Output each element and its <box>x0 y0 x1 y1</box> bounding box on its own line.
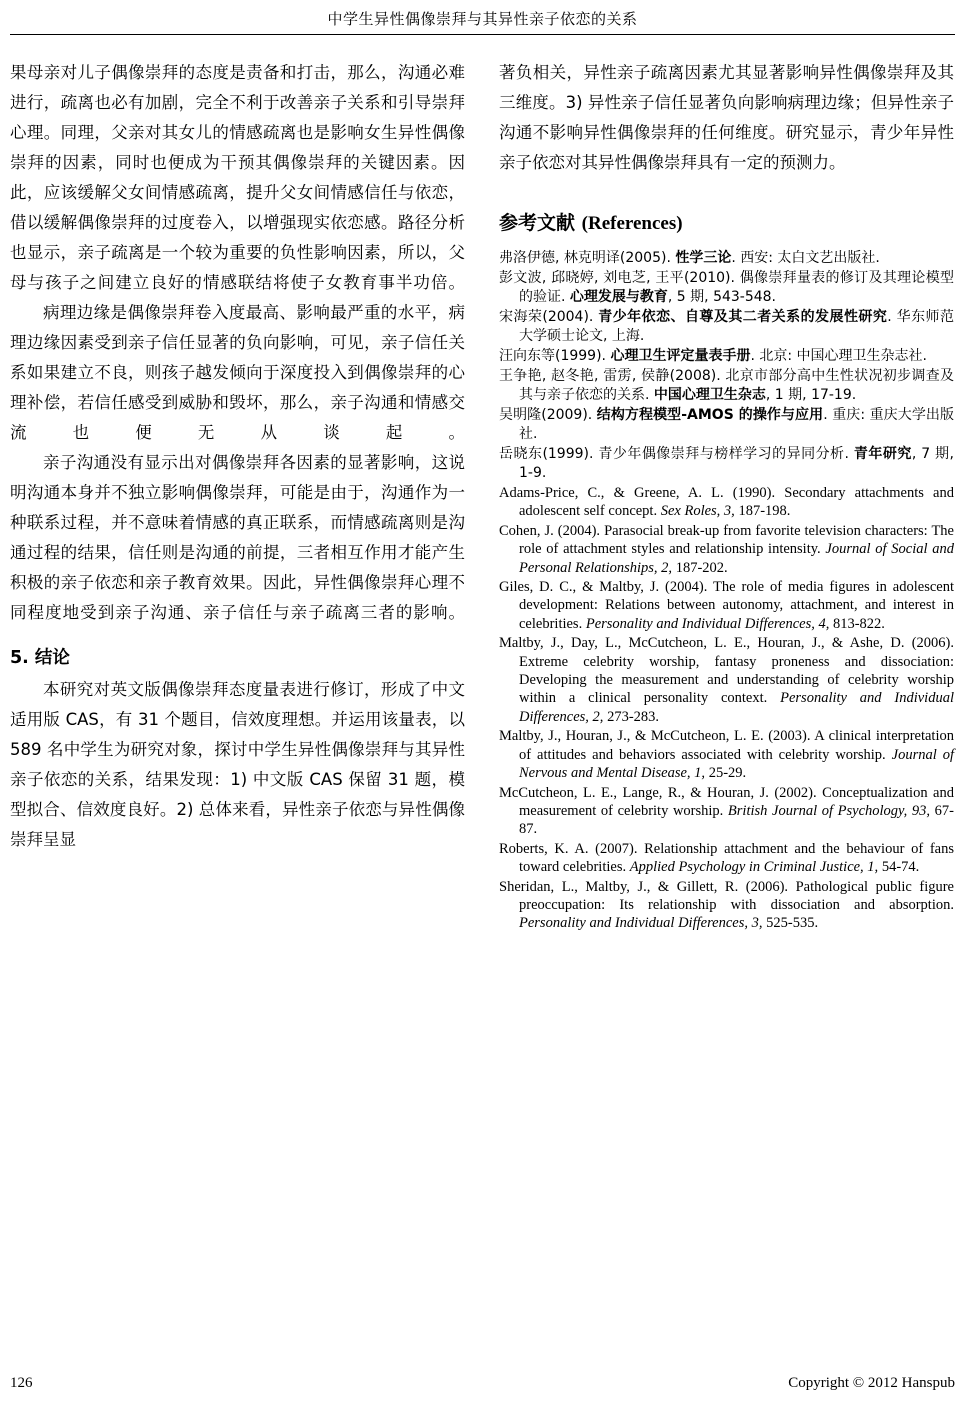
page-footer <box>10 1375 955 1392</box>
reference-item: 宋海荣(2004). 青少年依恋、自尊及其二者关系的发展性研究. 华东师范大学硕士论文, 上海. <box>499 309 955 344</box>
paragraph: 病理边缘是偶像崇拜卷入度最高、影响最严重的水平，病理边缘因素受到亲子信任显著的负向影响，可见，亲子信任关系如果建立不良，则孩子越发倾向于深度投入到偶像崇拜的心理补偿，若信任感受到威胁和毁坏，那么，亲子沟通和情感交流也便无从谈起。 <box>10 303 465 442</box>
paragraph-continuation: 果母亲对儿子偶像崇拜的态度是责备和打击，那么，沟通必难进行，疏离也必有加剧，完全不利于改善亲子关系和引导崇拜心理。同理，父亲对其女儿的情感疏离也是影响女生异性偶像崇拜的因素，同时也便成为干预其偶像崇拜的关键因素。因此，应该缓解父女间情感疏离，提升父女间情感信任与依恋，借以缓解偶像崇拜的过度卷入，以增强现实依恋感。路径分析也显示，亲子疏离是一个较为重要的负性影响因素，所以，父母与孩子之间建立良好的情感联结将使子女教育事半功倍。 <box>10 63 465 292</box>
reference-item: 吴明隆(2009). 结构方程模型-AMOS 的操作与应用. 重庆: 重庆大学出版社. <box>499 407 954 442</box>
references-list-cn <box>499 249 954 483</box>
reference-item: 彭文波, 邱晓婷, 刘电芝, 王平(2010). 偶像崇拜量表的修订及其理论模型的验证. 心理发展与教育, 5 期, 543-548. <box>499 270 954 305</box>
reference-item: Adams-Price, C., & Greene, A. L. (1990). Secondary attachments and adolescent self concept. Sex Roles, 3, 187-198. <box>499 485 954 520</box>
reference-item: 王争艳, 赵冬艳, 雷雳, 侯静(2008). 北京市部分高中生性状况初步调查及其与亲子依恋的关系. 中国心理卫生杂志, 1 期, 17-19. <box>499 368 954 403</box>
paragraph-conclusion: 本研究对英文版偶像崇拜态度量表进行修订，形成了中文适用版 CAS，有 31 个题目，信效度理想。并运用该量表，以 589 名中学生为研究对象，探讨中学生异性偶像崇拜与其异性亲子依恋的关系，结果发现：1) 中文版 CAS 保留 31 题，模型拟合、信效度良好。2) 总体来看，异性亲子依恋与异性偶像崇拜呈显 <box>10 680 465 849</box>
header-divider <box>10 34 955 35</box>
references-heading-cn: 参考文献 <box>499 212 576 234</box>
two-column-body <box>10 58 955 934</box>
running-head: 中学生异性偶像崇拜与其异性亲子依恋的关系 <box>327 10 638 28</box>
reference-item: 岳晓东(1999). 青少年偶像崇拜与榜样学习的异同分析. 青年研究, 7 期, 1-9. <box>499 446 954 481</box>
references-list-en <box>499 484 954 933</box>
reference-item: 汪向东等(1999). 心理卫生评定量表手册. 北京: 中国心理卫生杂志社. <box>499 348 927 364</box>
references-heading <box>499 208 954 235</box>
reference-item: Maltby, J., Day, L., McCutcheon, L. E., Houran, J., & Ashe, D. (2006). Extreme celebrity worship, fantasy proneness and dissociation: Developing the measurement and understanding of celebrity worship within a clinical personality context. Personality and Individual Differences, 2, 273-283. <box>499 635 954 725</box>
reference-item: Maltby, J., Houran, J., & McCutcheon, L. E. (2003). A clinical interpretation of attitudes and behaviors associated with celebrity worship. Journal of Nervous and Mental Disease, 1, 25-29. <box>499 728 955 782</box>
reference-item: Roberts, K. A. (2007). Relationship attachment and the behaviour of fans toward celebrities. Applied Psychology in Criminal Justice, 1, 54-74. <box>499 840 954 876</box>
reference-item: Cohen, J. (2004). Parasocial break-up from favorite television characters: The role of attachment styles and relationship intensity. Journal of Social and Personal Relationships, 2, 187-202. <box>499 522 954 576</box>
page-number: 126 <box>10 1375 33 1391</box>
section-heading-conclusion: 5. 结论 <box>10 648 70 668</box>
reference-item: 弗洛伊德, 林克明译(2005). 性学三论. 西安: 太白文艺出版社. <box>499 250 880 266</box>
copyright-notice: Copyright © 2012 Hanspub <box>788 1375 955 1391</box>
reference-item: Giles, D. C., & Maltby, J. (2004). The role of media figures in adolescent development: Relations between autonomy, attachment, and interest in celebrities. Personality and Individual Differences, 4, 813-822. <box>499 579 954 632</box>
reference-item: Sheridan, L., Maltby, J., & Gillett, R. (2006). Pathological public figure preoccupation: Its relationship with dissociation and absorption. Personality and Individual Differences, 3, 525-535. <box>499 878 954 932</box>
left-column <box>10 58 465 934</box>
reference-item: McCutcheon, L. E., Lange, R., & Houran, J. (2002). Conceptualization and measurement of celebrity worship. British Journal of Psychology, 93, 67-87. <box>499 784 954 838</box>
paragraph-continuation-right: 著负相关，异性亲子疏离因素尤其显著影响异性偶像崇拜及其三维度。3) 异性亲子信任显著负向影响病理边缘；但异性亲子沟通不影响异性偶像崇拜的任何维度。研究显示，青少年异性亲子依恋对其异性偶像崇拜具有一定的预测力。 <box>499 63 954 172</box>
paragraph: 亲子沟通没有显示出对偶像崇拜各因素的显著影响，这说明沟通本身并不独立影响偶像崇拜，可能是由于，沟通作为一种联系过程，并不意味着情感的真正联系，而情感疏离则是沟通过程的结果，信任则是沟通的前提，三者相互作用才能产生积极的亲子依恋和亲子教育效果。因此，异性偶像崇拜心理不同程度地受到亲子沟通、亲子信任与亲子疏离三者的影响。 <box>10 453 465 622</box>
references-heading-en: (References) <box>581 213 683 234</box>
right-column <box>499 58 954 934</box>
